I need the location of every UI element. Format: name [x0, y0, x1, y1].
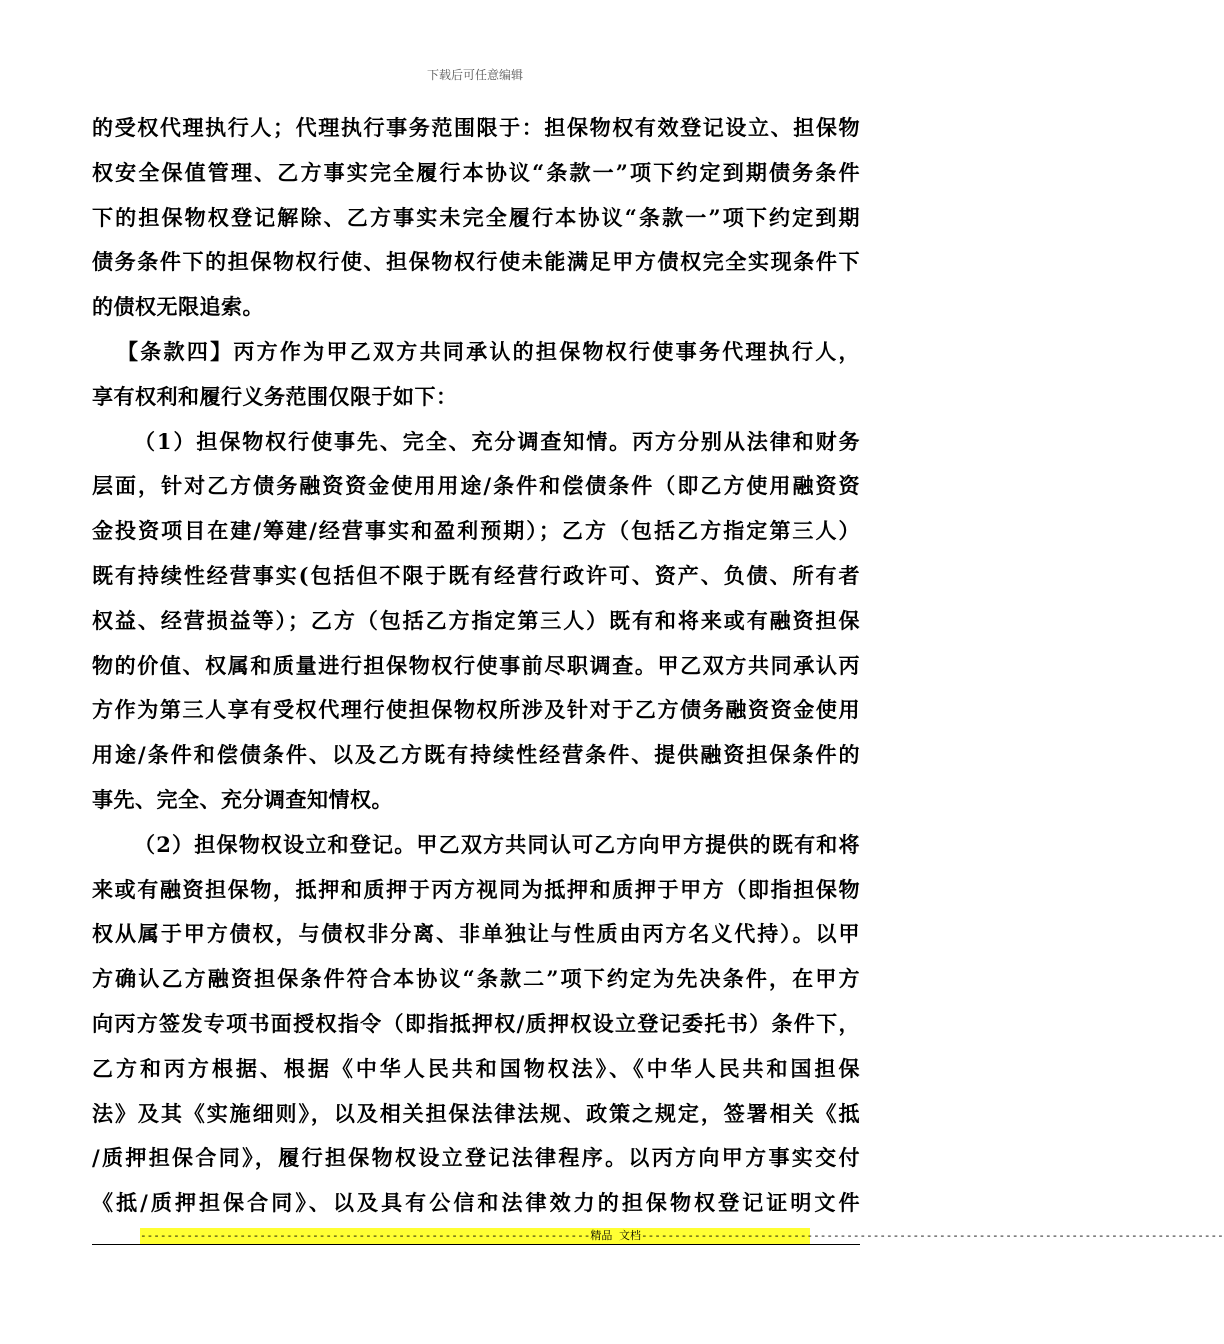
text-line: 的受权代理执行人；代理执行事务范围限于：担保物权有效登记设立、担保物 [92, 115, 860, 140]
text-line: 《抵/质押担保合同》、以及具有公信和法律效力的担保物权登记证明文件 [92, 1190, 860, 1216]
text-line: /质押担保合同》，履行担保物权设立登记法律程序。以丙方向甲方事实交付 [92, 1145, 860, 1171]
document-body [92, 106, 860, 1226]
text-line: 既有持续性经营事实(包括但不限于既有经营行政许可、资产、负债、所有者 [92, 562, 860, 588]
text-line: 向丙方签发专项书面授权指令（即指抵押权/质押权设立登记委托书）条件下， [92, 1010, 860, 1036]
text-line: 债务条件下的担保物权行使、担保物权行使未能满足甲方债权完全实现条件下 [92, 249, 860, 275]
footer-banner [140, 1228, 1224, 1244]
footer-dashes-right: ---------------------------------------------------------------------------------------- [640, 1229, 1224, 1242]
text-line: 权从属于甲方债权，与债权非分离、非单独让与性质由丙方名义代持）。以甲 [92, 921, 860, 947]
text-line: 来或有融资担保物，抵押和质押于丙方视同为抵押和质押于甲方（即指担保物 [92, 876, 860, 902]
text-line: 享有权利和履行义务范围仅限于如下： [92, 383, 458, 409]
text-line: 方作为第三人享有受权代理行使担保物权所涉及针对于乙方债务融资资金使用 [92, 697, 860, 723]
text-line: 用途/条件和偿债条件、以及乙方既有持续性经营条件、提供融资担保条件的 [92, 742, 860, 768]
text-line: （2）担保物权设立和登记。甲乙双方共同认可乙方向甲方提供的既有和将 [134, 831, 860, 857]
text-line: 权益、经营损益等）；乙方（包括乙方指定第三人）既有和将来或有融资担保 [92, 607, 860, 633]
text-line: 下的担保物权登记解除、乙方事实未完全履行本协议“条款一”项下约定到期 [92, 204, 860, 230]
text-line: （1）担保物权行使事先、完全、充分调查知情。丙方分别从法律和财务 [134, 428, 860, 454]
text-line: 权安全保值管理、乙方事实完全履行本协议“条款一”项下约定到期债务条件 [92, 159, 860, 185]
text-line: 法》及其《实施细则》，以及相关担保法律法规、政策之规定，签署相关《抵 [92, 1100, 860, 1126]
footer-dashes-left: -------------------------------------------------------------------- [140, 1229, 591, 1242]
header-note: 下载后可任意编辑 [426, 68, 523, 82]
footer-rule [92, 1244, 860, 1245]
text-line: 乙方和丙方根据、根据《中华人民共和国物权法》、《中华人民共和国担保 [92, 1055, 860, 1081]
text-line: 方确认乙方融资担保条件符合本协议“条款二”项下约定为先决条件，在甲方 [92, 966, 860, 992]
footer-label: 精品 文档 [590, 1229, 641, 1242]
text-line: 的债权无限追索。 [92, 294, 264, 320]
text-line: 层面，针对乙方债务融资资金使用用途/条件和偿债条件（即乙方使用融资资 [92, 473, 860, 499]
text-line: 事先、完全、充分调查知情权。 [92, 786, 393, 812]
text-line: 【条款四】丙方作为甲乙双方共同承认的担保物权行使事务代理执行人， [117, 338, 860, 364]
text-line: 金投资项目在建/筹建/经营事实和盈利预期）；乙方（包括乙方指定第三人） [92, 518, 860, 544]
text-line: 物的价值、权属和质量进行担保物权行使事前尽职调查。甲乙双方共同承认丙 [92, 652, 860, 678]
